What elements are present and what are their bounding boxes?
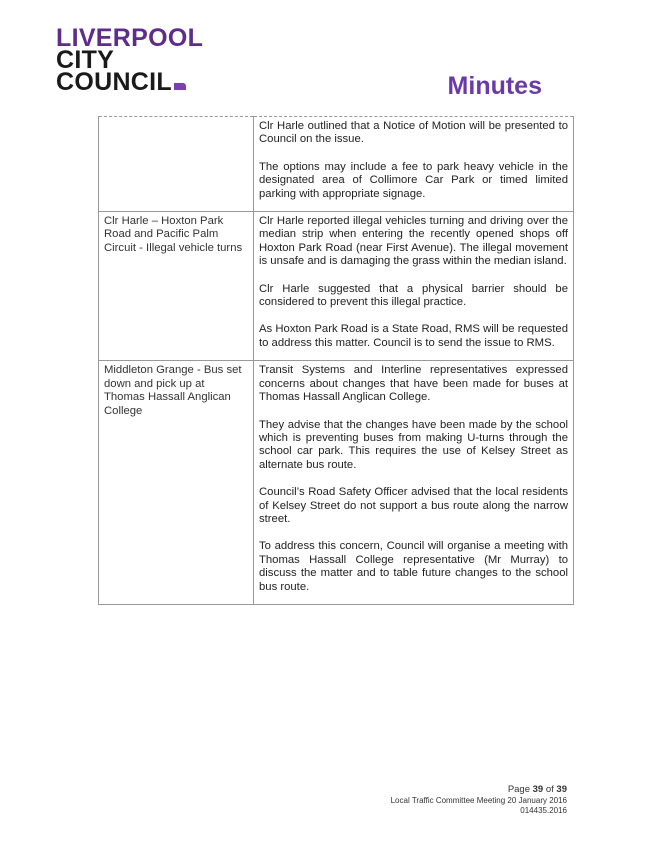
page-current: 39	[532, 784, 544, 795]
table-row	[99, 361, 574, 605]
discussion-paragraph: Clr Harle outlined that a Notice of Motion will be presented to Council on the issue.	[259, 120, 568, 146]
page-title: Minutes	[447, 72, 542, 100]
discussion-paragraph: To address this concern, Council will organise a meeting with Thomas Hassall College representative (Mr Murray) to discuss the matter and to table future changes to the school bus route.	[259, 540, 568, 593]
minutes-table	[98, 116, 574, 605]
discussion-paragraph: The options may include a fee to park heavy vehicle in the designated area of Collimore Car Park or timed limited parking with appropriate signage.	[259, 160, 568, 200]
logo-line-city: CITY	[56, 46, 115, 74]
logo-line-liverpool: LIVERPOOL	[56, 24, 204, 52]
discussion-paragraph: Council’s Road Safety Officer advised that the local residents of Kelsey Street do not support a bus route along the narrow street.	[259, 486, 568, 525]
logo-line-council: COUNCIL	[56, 68, 172, 96]
discussion-paragraph: As Hoxton Park Road is a State Road, RMS will be requested to address this matter. Council is to send the issue to RMS.	[259, 323, 568, 349]
discussion-paragraph: Transit Systems and Interline representatives expressed concerns about changes that have been made for buses at Thomas Hassall Anglican College.	[259, 364, 568, 404]
topic-cell: Middleton Grange - Bus set down and pick up at Thomas Hassall Anglican College	[99, 361, 254, 605]
discussion-paragraph: Clr Harle suggested that a physical barrier should be considered to prevent this illegal practice.	[259, 282, 568, 309]
table-row	[99, 212, 574, 361]
page-total: 39	[556, 784, 567, 795]
meeting-name: Local Traffic Committee Meeting 20 January 2016	[390, 796, 567, 805]
discussion-paragraph: They advise that the changes have been made by the school which is preventing buses from making U-turns through the school car park. This requires the use of Kelsey Street as alternate bus route.	[259, 418, 568, 471]
page-prefix: Page	[507, 784, 533, 795]
document-reference: 014435.2016	[520, 806, 567, 815]
topic-cell	[99, 117, 254, 212]
topic-cell: Clr Harle – Hoxton Park Road and Pacific Palm Circuit - Illegal vehicle turns	[99, 212, 254, 361]
discussion-cell	[254, 212, 574, 361]
page-number	[391, 784, 567, 796]
discussion-cell	[254, 361, 574, 605]
page-of: of	[543, 784, 557, 795]
discussion-cell	[254, 117, 574, 212]
council-logo	[56, 24, 204, 96]
discussion-paragraph: Clr Harle reported illegal vehicles turning and driving over the median strip when entering the recently opened shops off Hoxton Park Road (near First Avenue). The illegal movement is unsafe and is damaging the grass within the median island.	[259, 215, 568, 268]
table-row	[99, 117, 574, 212]
page-footer	[391, 784, 567, 816]
logo-mark-icon	[174, 83, 186, 90]
logo-line-council-wrap	[56, 68, 203, 96]
